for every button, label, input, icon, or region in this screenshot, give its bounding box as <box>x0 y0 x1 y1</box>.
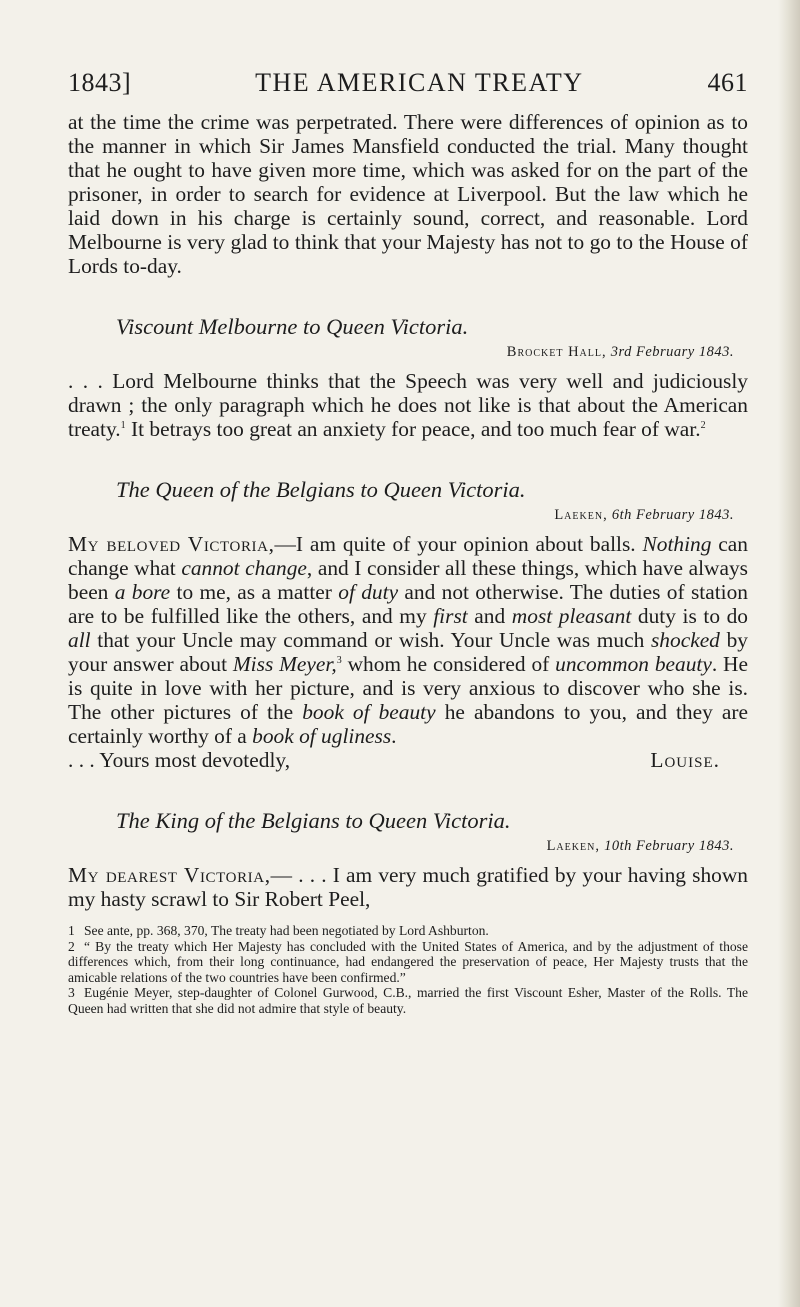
footnote-text: Eugénie Meyer, step-daughter of Colonel Gurwood, C.B., married the first Viscount Esher, Master of the Rolls. The Queen had written that she did not admire that style of beauty. <box>68 985 748 1016</box>
letter-text: and <box>467 604 512 628</box>
running-header <box>68 68 748 98</box>
letter-title-queen-belgians: The Queen of the Belgians to Queen Victoria. <box>116 477 526 502</box>
closing: . . . Yours most devotedly, <box>68 748 291 772</box>
emphasis: cannot change <box>181 556 307 580</box>
letter-text: can change what <box>68 532 748 580</box>
emphasis: book of ugliness <box>252 724 392 748</box>
signature: Louise. <box>650 748 720 772</box>
letter-body-queen-belgians <box>68 532 748 748</box>
header-year: 1843] <box>68 68 132 97</box>
letter-text: . . . Lord Melbourne thinks that the Speech was very well and judiciously drawn ; the only paragraph which he does not like is that about the American treaty. <box>68 369 748 441</box>
emphasis: first <box>433 604 468 628</box>
footnote-3 <box>68 985 748 1016</box>
emphasis: a bore <box>114 580 171 604</box>
footnote-number: 2 <box>68 938 75 954</box>
letter-text: he abandons to you, and they are certainly worthy of a <box>68 700 749 748</box>
dateline-queen-belgians <box>68 507 734 524</box>
dateline-date: 6th February 1843. <box>611 507 734 523</box>
letter-text: by your answer about <box>68 628 748 676</box>
letter-text: —I am quite of your opinion about balls. <box>274 532 643 556</box>
emphasis: uncommon beauty <box>555 652 712 676</box>
emphasis: of duty <box>338 580 399 604</box>
footnote-number: 3 <box>68 985 75 1000</box>
book-page <box>68 68 748 1016</box>
dateline-melbourne <box>68 344 734 361</box>
letter-text: — . . . I am very much gratified by your having shown my hasty scrawl to Sir Robert Peel, <box>68 863 748 911</box>
footnote-number: 1 <box>68 923 75 938</box>
page-binding-shadow <box>778 0 800 1307</box>
salutation: My beloved Victoria, <box>68 532 275 556</box>
emphasis: most pleasant <box>511 604 632 628</box>
opening-paragraph: at the time the crime was perpetrated. There were differences of opinion as to the manner in which Sir James Mansfield conducted the trial. Many thought that he ought to have given more time, which was asked for on the part of the prisoner, in order to search for evidence at Liverpool. But the law which he laid down in his charge is certainly sound, correct, and reasonable. Lord Melbourne is very glad to think that your Majesty has not to go to the House of Lords to-day. <box>68 110 748 278</box>
letter-body-melbourne <box>68 369 748 441</box>
footnote-ref: 1 <box>120 419 126 431</box>
letter-text: to me, as a matter <box>170 580 339 604</box>
footnotes <box>68 923 748 1016</box>
letter-title-king-belgians: The King of the Belgians to Queen Victoria. <box>116 808 511 833</box>
dateline-place: Laeken, <box>546 838 600 854</box>
letter-text: . He is quite in love with her picture, and is very anxious to discover who she is. The other pictures of the <box>68 652 748 724</box>
footnote-ref: 2 <box>700 419 706 431</box>
letter-text: , and I consider all these things, which have always been <box>68 556 748 604</box>
footnote-ref: 3 <box>336 654 342 666</box>
page-number: 461 <box>707 68 748 97</box>
emphasis: all <box>68 628 91 652</box>
letter-text: duty is to do <box>631 604 748 628</box>
emphasis: book of beauty <box>302 700 436 724</box>
salutation: My dearest Victoria, <box>68 863 271 887</box>
dateline-date: 10th February 1843. <box>604 838 734 854</box>
letter-text: . <box>391 724 397 748</box>
footnote-text: See ante, pp. 368, 370, The treaty had been negotiated by Lord Ashburton. <box>84 923 489 938</box>
letter-text: It betrays too great an anxiety for peace, and too much fear of war. <box>125 417 701 441</box>
dateline-date: 3rd February 1843. <box>610 344 734 360</box>
footnote-1 <box>68 923 748 939</box>
letter-text: that your Uncle may command or wish. Your Uncle was much <box>90 628 651 652</box>
letter-body-king-belgians <box>68 863 748 911</box>
emphasis: Miss Meyer, <box>232 652 337 676</box>
footnote-2 <box>68 939 748 986</box>
letter-text: and not otherwise. The duties of station are to be fulfilled like the others, and my <box>68 580 748 628</box>
letter-text: whom he considered of <box>341 652 556 676</box>
dateline-place: Laeken, <box>554 507 608 523</box>
dateline-place: Brocket Hall, <box>506 344 607 360</box>
emphasis: shocked <box>650 628 720 652</box>
emphasis: Nothing <box>642 532 712 556</box>
dateline-king-belgians <box>68 838 734 855</box>
header-title: THE AMERICAN TREATY <box>255 68 584 97</box>
letter-title-melbourne: Viscount Melbourne to Queen Victoria. <box>116 314 469 339</box>
footnote-text: “ By the treaty which Her Majesty has concluded with the United States of America, and by the adjustment of those differences which, from their long continuance, had endangered the preservation of peace, Her Majesty trusts that the amicable relations of the two countries have been confirmed.” <box>68 938 748 985</box>
closing-row <box>68 748 748 772</box>
